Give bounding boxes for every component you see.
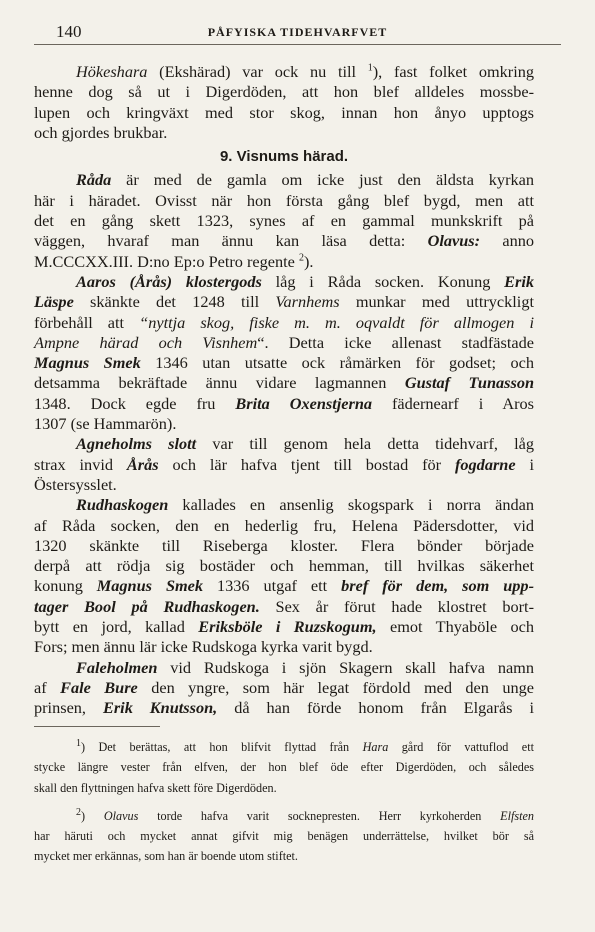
text-run: fädernearf i Aros <box>372 393 534 413</box>
person-name: Brita Oxenstjerna <box>235 393 373 413</box>
paragraph-1-line: henne dog så ut i Digerdöden, att hon blef alldeles mossbe- <box>34 82 534 102</box>
paragraph-3-line <box>34 373 534 393</box>
paragraph-3-line <box>34 292 534 312</box>
footnote-ref: 1 <box>367 62 373 74</box>
paragraph-3-line <box>34 353 534 373</box>
paragraph-5-line <box>34 617 534 637</box>
paragraph-1-line: och gjordes brukbar. <box>34 122 168 142</box>
place-name: Varnhems <box>275 292 340 312</box>
text-run: väggen, hvaraf man ännu kan läsa detta: <box>34 231 428 251</box>
paragraph-5-line <box>34 495 534 515</box>
text-run: ) Det berättas, att hon blifvit flyttad från <box>81 740 363 754</box>
paragraph-3-line: 1307 (se Hammarön). <box>34 414 177 434</box>
footnote-marker: 1 <box>76 737 81 749</box>
text-run: låg i Råda socken. Konung <box>261 271 505 291</box>
footnote-1-line: skall den flyttningen hafva skett före Digerdöden. <box>34 780 277 795</box>
person-name: Läspe <box>34 292 74 312</box>
text-run: skänkte det 1248 till <box>73 292 276 312</box>
paragraph-4-line <box>34 455 534 475</box>
text-run: M.CCCXX.III. D:no Ep:o Petro regente <box>34 251 299 271</box>
footnote-2-line: har häruti och mycket annat gifvit mig benägen underrättelse, hvilket bör så <box>34 829 534 844</box>
text-run: 1336 utgaf ett <box>203 576 342 596</box>
text-run: prinsen, <box>34 698 103 718</box>
person-name: Olavus <box>103 808 139 823</box>
paragraph-2-line <box>34 231 534 251</box>
text-run: i <box>515 454 534 474</box>
paragraph-2-line <box>34 170 534 190</box>
text-run: förbehåll att <box>34 312 140 332</box>
text-run: af <box>34 677 61 697</box>
quotation: bref för dem, som upp- <box>341 576 534 596</box>
place-name: Faleholmen <box>76 657 158 677</box>
text-run: munkar med uttryckligt <box>339 292 534 312</box>
paragraph-3-line <box>34 394 534 414</box>
paragraph-6-line <box>34 658 534 678</box>
section-heading: 9. Visnums härad. <box>219 148 349 166</box>
footnote-2-line: mycket mer erkännas, som han är boende utom stiftet. <box>34 849 298 864</box>
text-run: var till genom hela detta tidehvarf, låg <box>196 434 535 454</box>
paragraph-1-line: lupen och kringväxt med stor skog, innan hon ånyo upptogs <box>34 102 534 122</box>
page-header <box>34 22 561 45</box>
text-run: “. Detta icke allenast stadfästade <box>257 332 534 352</box>
text-run: Sex år förut hade klostret bort- <box>259 596 535 616</box>
text-run: den yngre, som här legat fördold med den unge <box>137 677 535 697</box>
footnote-marker: 2 <box>76 806 81 818</box>
place-name: Agneholms slott <box>76 434 197 454</box>
text-run: strax invid <box>34 454 127 474</box>
page-number: 140 <box>56 22 82 41</box>
text-run: ). <box>303 251 314 271</box>
emphasis: fogdarne <box>454 454 516 474</box>
footnote-1-line: stycke längre vester från elfven, der hon blef öde efter Digerdöden, och således <box>34 760 534 775</box>
paragraph-4-line <box>34 434 534 454</box>
person-name: Magnus Smek <box>34 353 141 373</box>
place-name: Råda <box>76 170 112 190</box>
footnote-1-line <box>34 739 534 759</box>
text-run: konung <box>34 576 97 596</box>
paragraph-5-line <box>34 576 534 596</box>
person-name: Magnus Smek <box>96 576 204 596</box>
paragraph-6-line <box>34 698 534 718</box>
paragraph-3-line <box>34 313 534 333</box>
person-name: Fale Bure <box>60 677 138 697</box>
text-run: gård för vattuflod ett <box>388 740 534 754</box>
place-name: Hara <box>362 740 389 754</box>
paragraph-2-line <box>34 252 534 272</box>
paragraph-2-line: här i häradet. Ovisst när hon första gång blef bygd, men att <box>34 190 534 210</box>
text-run: torde hafva varit socknepresten. Herr kyrkoherden <box>138 808 501 823</box>
text-run: och lär hafva tjent till bostad för <box>158 454 455 474</box>
text-run: (Ekshärad) var ock nu till <box>147 62 368 81</box>
quotation: Ampne härad och Visnhem <box>34 332 258 352</box>
text-run: kallades en ansenlig skogspark i norra ändan <box>168 495 534 515</box>
person-name: Erik <box>504 271 534 291</box>
running-title: PÅFYISKA TIDEHVARFVET <box>207 25 388 39</box>
text-run: är med de gamla om icke just den äldsta kyrkan <box>111 170 534 190</box>
text-run: då han förde honom från Elgarås i <box>217 698 534 718</box>
text-run: bytt en jord, kallad <box>34 617 199 637</box>
paragraph-5-line: af Råda socken, den en hederlig fru, Helena Pädersdotter, vid <box>34 515 534 535</box>
footnote-divider <box>34 726 160 727</box>
paragraph-3-line <box>34 272 534 292</box>
body-text <box>34 62 534 719</box>
text-run: ), fast folket omkring <box>372 62 534 81</box>
place-name: Årås <box>126 454 159 474</box>
paragraph-5-line: 1320 skänkte till Riseberga kloster. Flera bönder började <box>34 535 534 555</box>
paragraph-6-line <box>34 678 534 698</box>
person-name: Erik Knutsson, <box>102 698 218 718</box>
person-name: Gustaf Tunasson <box>404 373 535 393</box>
person-name: Elfsten <box>500 808 534 823</box>
place-name: Eriksböle i Ruzskogum, <box>198 617 377 637</box>
text-run: emot Thyaböle och <box>376 617 534 637</box>
footnote-ref: 2 <box>298 252 304 264</box>
text-run: ) <box>81 808 104 823</box>
text-run: 1348. Dock egde fru <box>34 393 236 413</box>
paragraph-1-line <box>34 62 534 82</box>
paragraph-3-line <box>34 333 534 353</box>
paragraph-5-line <box>34 597 534 617</box>
text-run: vid Rudskoga i sjön Skagern skall hafva namn <box>157 657 534 677</box>
footnote-gap <box>34 800 534 808</box>
place-name: Hökeshara <box>76 62 148 81</box>
place-name: Rudhaskogen <box>76 495 169 515</box>
quotation: “nyttja skog, fiske m. m. oqvaldt för allmogen i <box>139 312 534 332</box>
paragraph-2-line: det en gång skett 1323, synes af en gammal munkskrift på <box>34 211 534 231</box>
person-name: Olavus: <box>427 231 481 251</box>
text-run: anno <box>480 231 534 251</box>
text-run: 1346 utan utsatte ock råmärken för godset; och <box>140 353 534 373</box>
paragraph-4-line: Östersysslet. <box>34 474 117 494</box>
text-run: detsamma bekräftade ännu vidare lagmannen <box>34 373 405 393</box>
quotation: tager Bool på Rudhaskogen. <box>34 596 260 616</box>
footnotes <box>34 739 534 869</box>
paragraph-5-line: derpå att rödja sig bostäder och hemman, till hvilkas säkerhet <box>34 556 534 576</box>
footnote-2-line <box>34 808 534 828</box>
place-name: Aaros (Årås) klostergods <box>76 271 262 291</box>
paragraph-5-line: Fors; men ännu lär icke Rudskoga kyrka varit bygd. <box>34 637 373 657</box>
